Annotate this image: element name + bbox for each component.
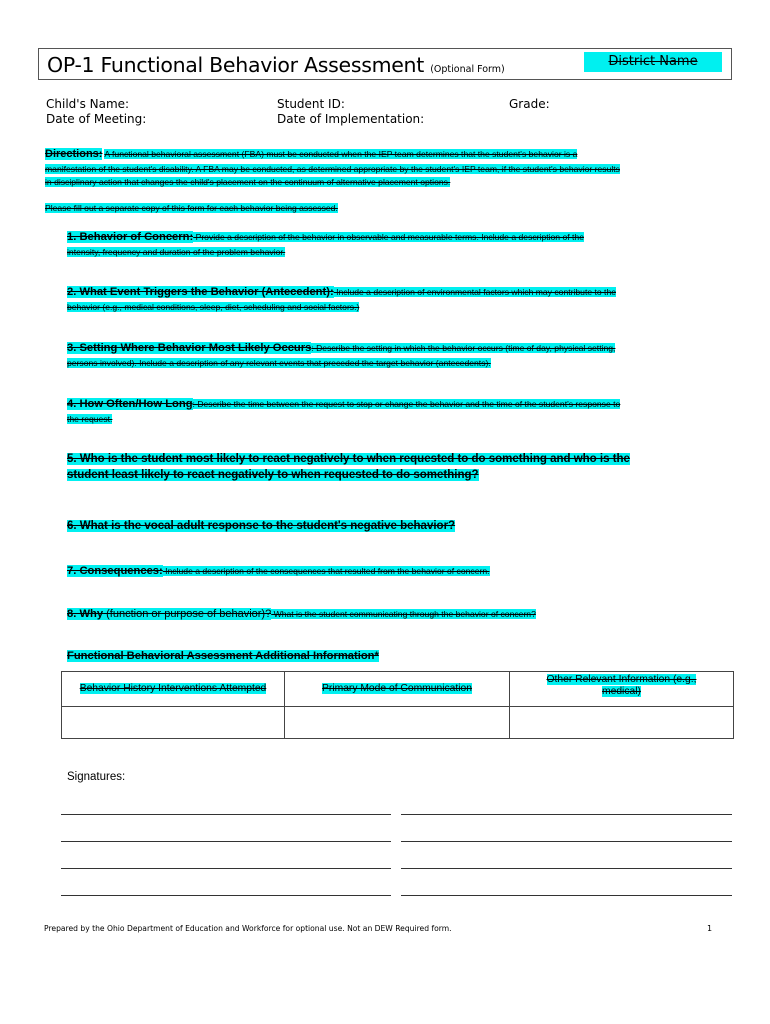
footer-note: Prepared by the Ohio Department of Education and Workforce for optional use. Not an DEW Required form. [44, 924, 452, 933]
table-cell-primary-mode[interactable] [285, 707, 510, 739]
signature-line-left-3[interactable] [61, 868, 391, 869]
additional-info-heading-text: Functional Behavioral Assessment Additional Information* [67, 650, 379, 662]
section-4-desc-2: the request. [67, 414, 113, 424]
page-title [47, 53, 505, 77]
section-4-heading: 4. How Often/How Long [67, 398, 193, 410]
additional-info-table [61, 671, 734, 739]
section-7 [67, 563, 490, 578]
directions-text-2: manifestation of the student's disability. A FBA may be conducted, as determined appropriate by the student's IEP team, if the student's behavior results [45, 164, 620, 174]
section-2-heading: 2. What Event Triggers the Behavior (Antecedent): [67, 286, 334, 298]
directions-line-2 [45, 162, 620, 176]
table-row [62, 707, 734, 739]
title-main: OP-1 Functional Behavior Assessment [47, 53, 424, 77]
district-name[interactable]: District Name [584, 52, 722, 72]
section-5 [67, 451, 630, 483]
section-2-desc-1: Include a description of environmental factors which may contribute to the [333, 287, 616, 297]
table-header-cell [285, 672, 510, 707]
grade-label: Grade: [509, 97, 550, 111]
section-1 [67, 229, 584, 259]
section-4 [67, 396, 620, 426]
signature-line-right-3[interactable] [401, 868, 732, 869]
signature-line-left-2[interactable] [61, 841, 391, 842]
directions-line-3 [45, 175, 450, 189]
directions-note [45, 201, 338, 215]
directions-line-1 [45, 147, 577, 161]
student-id-label: Student ID: [277, 97, 345, 111]
directions-label: Directions: [45, 148, 103, 160]
col-behavior-history: Behavior History Interventions Attempted [79, 683, 267, 694]
section-8-heading: 8. Why [67, 608, 104, 620]
signature-line-right-2[interactable] [401, 841, 732, 842]
section-8 [67, 606, 536, 621]
section-1-heading: 1. Behavior of Concern: [67, 231, 194, 243]
section-6-line-1: 6. What is the vocal adult response to the student's negative behavior? [67, 520, 456, 532]
date-of-implementation-label: Date of Implementation: [277, 112, 425, 126]
title-subtitle: (Optional Form) [430, 64, 505, 75]
section-6 [67, 518, 455, 534]
section-8-desc-1: What is the student communicating through the behavior of concern? [271, 609, 536, 619]
additional-info-heading [67, 650, 379, 662]
section-3-heading: 3. Setting Where Behavior Most Likely Occurs [67, 342, 312, 354]
directions-text-1: A functional behavioral assessment (FBA) must be conducted when the IEP team determines that the student's behavior is a [104, 149, 578, 159]
section-2 [67, 284, 616, 314]
page-number: 1 [707, 924, 713, 933]
child-name-label: Child's Name: [46, 97, 130, 111]
section-3-desc-1: : Describe the setting in which the behavior occurs (time of day, physical setting, [311, 343, 616, 353]
section-7-heading: 7. Consequences: [67, 565, 163, 577]
section-5-line-1: 5. Who is the student most likely to react negatively to when requested to do something and who is the [67, 453, 630, 465]
section-1-desc-1: Provide a description of the behavior in observable and measurable terms. Include a description of the [193, 232, 584, 242]
section-7-desc-1: Include a description of the consequences that resulted from the behavior of concern. [162, 566, 490, 576]
section-4-desc-1: : Describe the time between the request to stop or change the behavior and the time of the student's response to [192, 399, 621, 409]
signature-line-right-4[interactable] [401, 895, 732, 896]
section-3-desc-2: persons involved). Include a description of any relevant events that preceded the target behavior (antecedents). [67, 358, 491, 368]
table-header-row [62, 672, 734, 707]
section-5-line-2: student least likely to react negatively to when requested to do something? [67, 469, 479, 481]
signatures-label: Signatures: [67, 771, 126, 783]
section-3 [67, 340, 615, 370]
directions-text-3: in disciplinary action that changes the child's placement on the continuum of alternative placement options. [45, 177, 451, 187]
directions-note-text: Please fill out a separate copy of this form for each behavior being assessed. [45, 203, 338, 213]
section-2-desc-2: behavior (e.g., medical conditions, sleep, diet, scheduling and social factors.) [67, 302, 360, 312]
signature-line-left-4[interactable] [61, 895, 391, 896]
signature-line-left-1[interactable] [61, 814, 391, 815]
table-header-cell [62, 672, 285, 707]
section-1-desc-2: intensity, frequency and duration of the problem behavior. [67, 247, 286, 257]
table-header-cell [510, 672, 734, 707]
date-of-meeting-label: Date of Meeting: [46, 112, 147, 126]
section-8-heading-mid: (function or purpose of behavior)? [103, 608, 272, 620]
col-other-info-line-2: medical) [602, 686, 641, 697]
signature-line-right-1[interactable] [401, 814, 732, 815]
table-cell-other-info[interactable] [510, 707, 734, 739]
title-box [38, 48, 732, 80]
col-other-info-line-1: Other Relevant Information (e.g., [546, 674, 697, 685]
table-cell-behavior-history[interactable] [62, 707, 285, 739]
col-primary-mode: Primary Mode of Communication [322, 683, 472, 694]
